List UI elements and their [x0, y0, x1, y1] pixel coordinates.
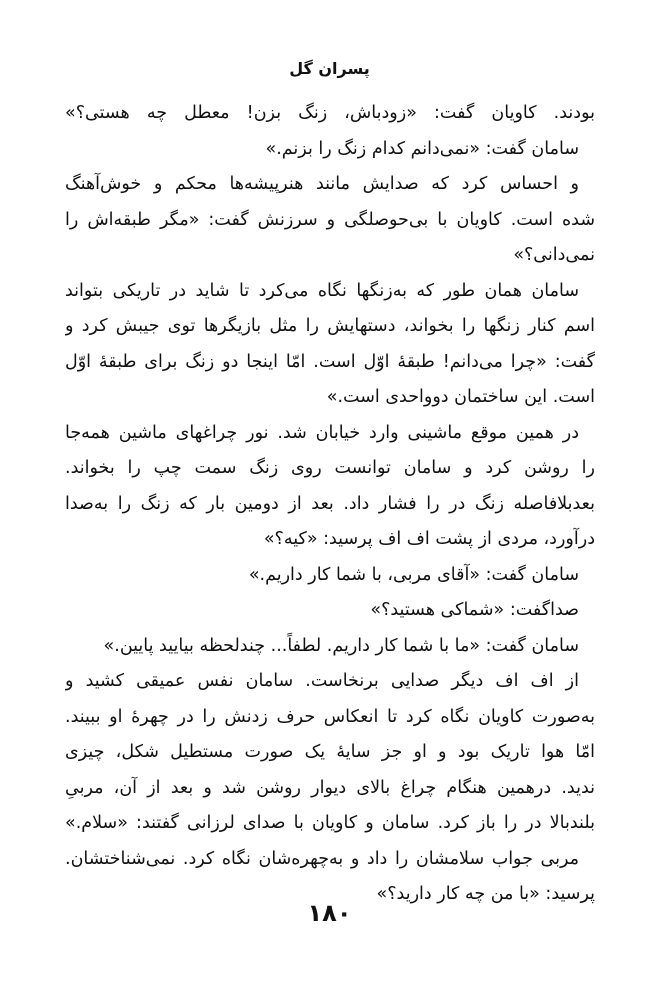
text-line: امّا هوا تاریک بود و او جز سایهٔ یک صورت مستطیل شکل، چیزی	[65, 742, 595, 762]
page-number: ۱۸۰	[307, 899, 352, 927]
running-head: پسران گل	[289, 59, 370, 78]
text-line: و احساس کرد که صدایش مانند هنرپیشه‌ها محکم و خوش‌آهنگ	[65, 174, 579, 194]
text-line: در همین موقع ماشینی وارد خیابان شد. نور چراغهای ماشین همه‌جا	[65, 422, 579, 443]
text-line: سامان گفت: «ما با شما کار داریم. لطفاً... چندلحظه بیایید پایین.»	[103, 635, 579, 656]
text-line: سامان همان طور که به‌زنگها نگاه می‌کرد تا شاید در تاریکی بتواند	[65, 280, 579, 301]
text-line: بلندبالا در را باز کرد. سامان و کاویان با صدای لرزانی گفتند: «سلام.»	[65, 813, 595, 833]
text-line: از اف اف دیگر صدایی برنخاست. سامان نفس عمیقی کشید و	[65, 671, 579, 691]
text-line: را روشن کرد و سامان توانست روی زنگ سمت چپ را بخواند.	[65, 458, 595, 478]
text-line: شده است. کاویان با بی‌حوصلگی و سرزنش گفت: «مگر طبقه‌اش را	[65, 209, 595, 230]
text-line: است. این ساختمان دوواحدی است.»	[326, 387, 595, 407]
text-line: درآورد، مردی از پشت اف اف پرسید: «کیه؟»	[263, 529, 595, 549]
text-line: سامان گفت: «نمی‌دانم کدام زنگ را بزنم.»	[265, 138, 579, 159]
text-line: گفت: «چرا می‌دانم! طبقهٔ اوّل است. امّا اینجا دو زنگ برای طبقهٔ اوّل	[65, 351, 595, 372]
text-line: سامان گفت: «آقای مربی، با شما کار داریم.»	[248, 564, 579, 585]
body-text	[65, 96, 595, 913]
text-line: نمی‌دانی؟»	[513, 245, 595, 265]
text-line: بودند. کاویان گفت: «زودباش، زنگ بزن! معطل چه هستی؟»	[65, 103, 595, 123]
text-line: پرسید: «با من چه کار دارید؟»	[376, 884, 595, 904]
text-line: مربی جواب سلامشان را داد و به‌چهره‌شان نگاه کرد. نمی‌شناختشان.	[65, 848, 579, 869]
text-line: صداگفت: «شماکی هستید؟»	[370, 600, 579, 620]
text-line: بعدبلافاصله زنگ در را فشار داد. بعد از دومین بار که زنگ را به‌صدا	[65, 493, 595, 514]
text-line: ندید. درهمین هنگام چراغ بالای دیوار روشن شد و بعد از آن، مربیِ	[65, 777, 595, 798]
text-line: به‌صورت کاویان نگاه کرد تا انعکاس حرف زدنش را در چهرهٔ او ببیند.	[65, 706, 595, 727]
text-line: اسم کنار زنگها را بخواند، دستهایش را مثل بازیگرها توی جیبش کرد و	[65, 316, 595, 336]
